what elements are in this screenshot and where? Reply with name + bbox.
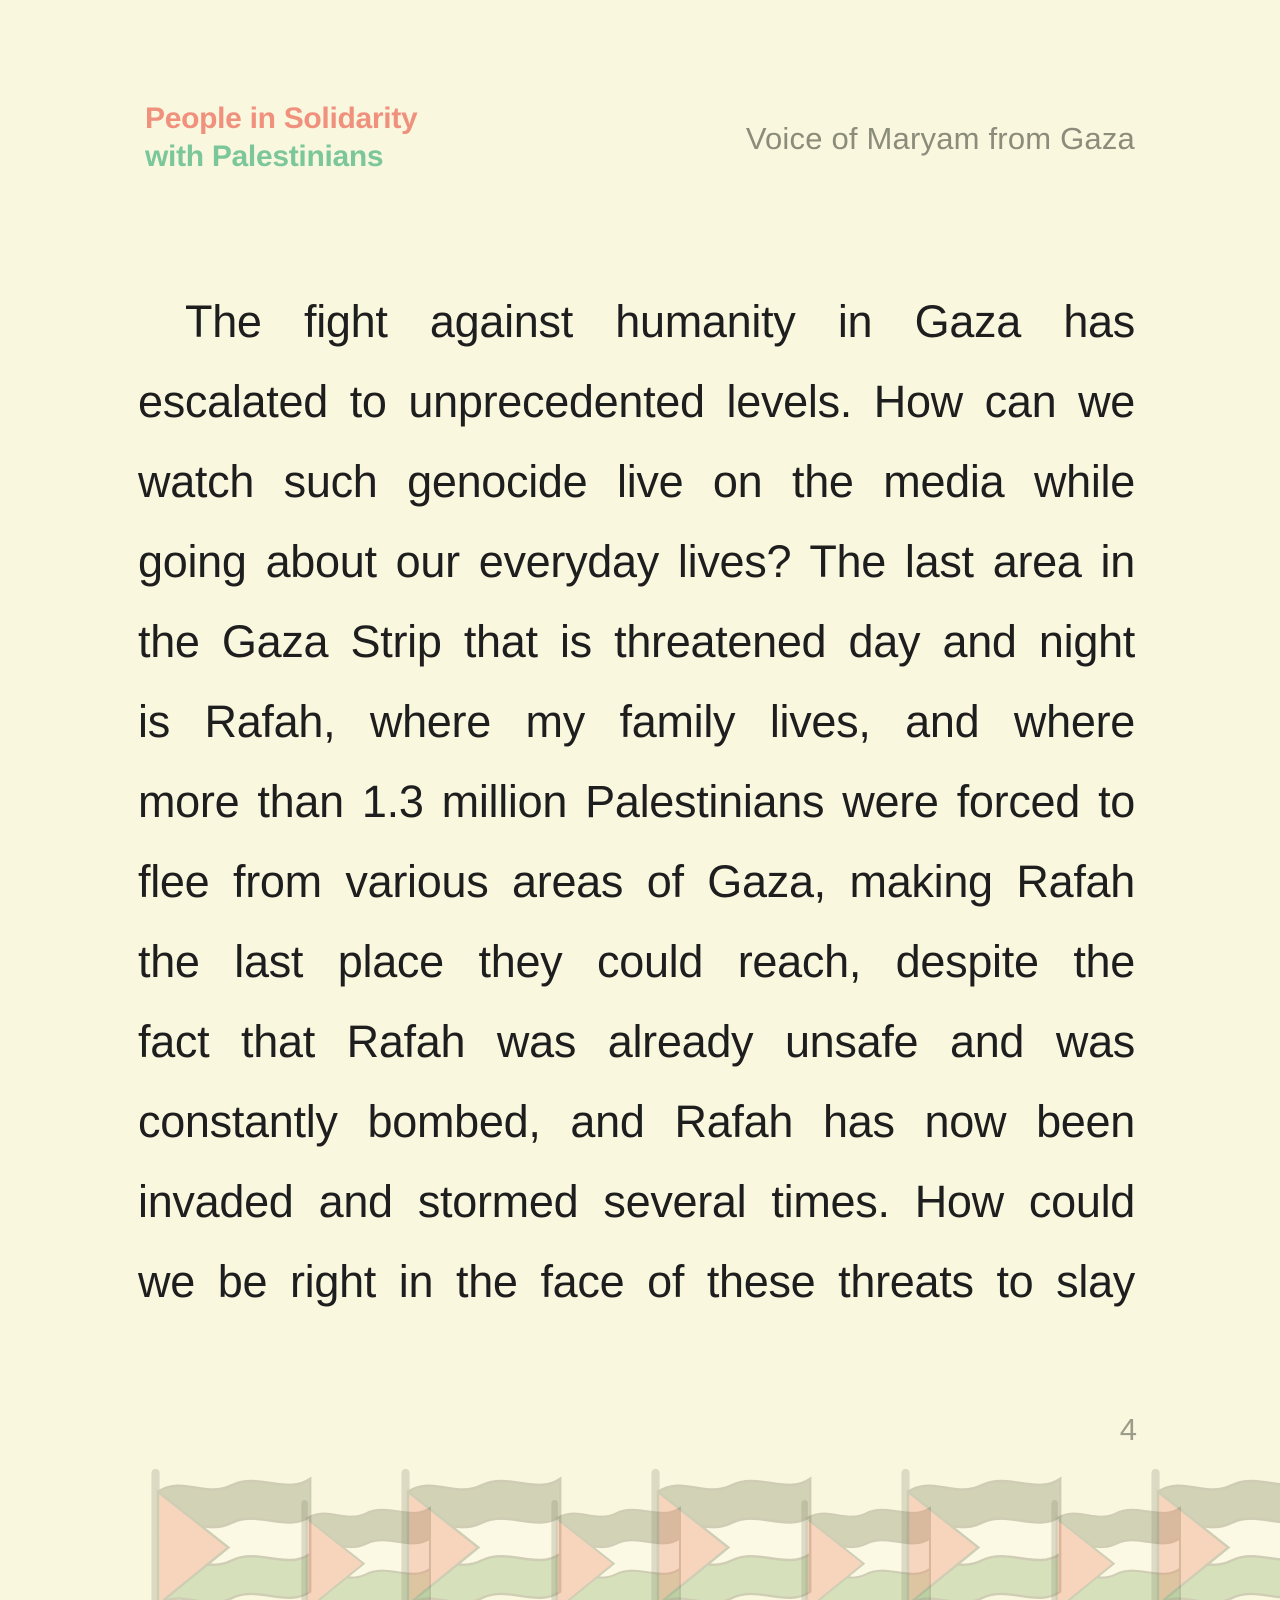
palestinian-flag-icon (390, 1464, 570, 1600)
palestinian-flag-icon (890, 1464, 1070, 1600)
paragraph-line: the last place they could reach, despite the (138, 936, 1135, 987)
paragraph-line: watch such genocide live on the media while (138, 456, 1135, 507)
paragraph-line: escalated to unprecedented levels. How can we (138, 376, 1135, 427)
palestinian-flag-icon (140, 1464, 320, 1600)
page-number: 4 (1119, 1412, 1137, 1447)
paragraph-line: fact that Rafah was already unsafe and was (138, 1016, 1135, 1067)
paragraph-line: constantly bombed, and Rafah has now been (138, 1096, 1135, 1147)
paragraph-line: we be right in the face of these threats to slay (138, 1256, 1135, 1307)
paragraph-line: invaded and stormed several times. How could (138, 1176, 1135, 1227)
palestinian-flag-icon (640, 1464, 820, 1600)
paragraph-line: is Rafah, where my family lives, and where (138, 696, 1135, 747)
palestinian-flag-icon (1140, 1464, 1280, 1600)
document-title: Voice of Maryam from Gaza (745, 121, 1135, 156)
palestinian-flag-icon (542, 1496, 688, 1600)
palestinian-flag-icon (292, 1496, 438, 1600)
paragraph-line: more than 1.3 million Palestinians were forced to (138, 776, 1135, 827)
brand-block (145, 100, 417, 176)
paragraph-line: The fight against humanity in Gaza has (185, 296, 1135, 347)
paragraph-line: the Gaza Strip that is threatened day and night (138, 616, 1135, 667)
brand-name-line2: with Palestinians (145, 140, 384, 173)
brand-name-line1: People in Solidarity (145, 102, 418, 135)
paragraph-line: flee from various areas of Gaza, making Rafah (138, 856, 1135, 907)
body-paragraph (138, 282, 1135, 1322)
palestinian-flag-icon (1042, 1496, 1188, 1600)
palestinian-flag-icon (792, 1496, 938, 1600)
paragraph-line: going about our everyday lives? The last area in (138, 536, 1135, 587)
